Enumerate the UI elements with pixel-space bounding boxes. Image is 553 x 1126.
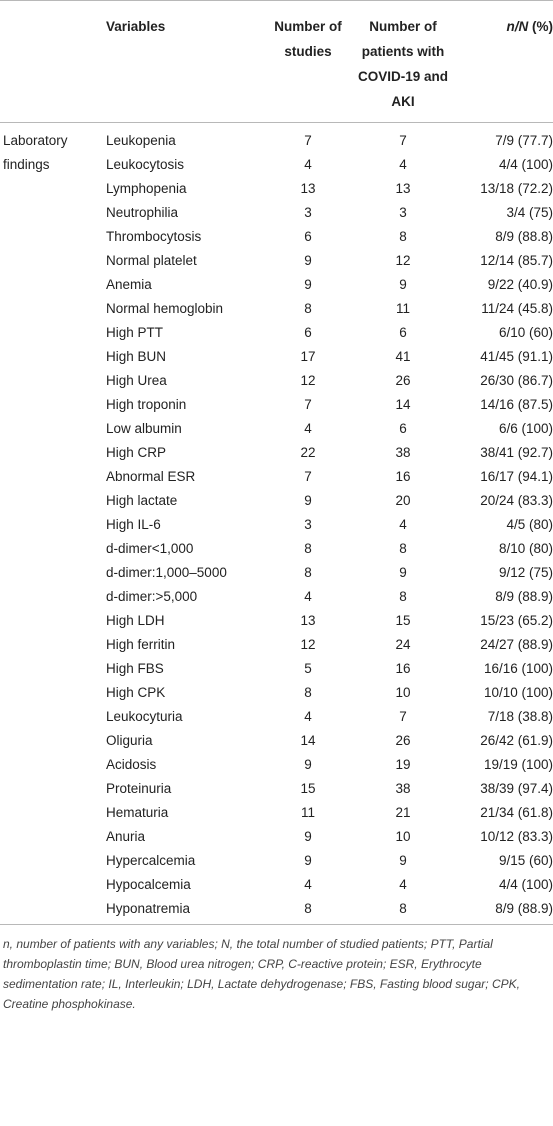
variable-cell: d-dimer:1,000–5000: [106, 565, 227, 580]
ratio-cell: 10/12 (83.3): [480, 829, 553, 844]
ratio-cell: 7/9 (77.7): [495, 133, 553, 148]
ratio-cell: 6/10 (60): [498, 325, 553, 340]
studies-cell: 4: [304, 421, 312, 436]
variable-cell: Anuria: [106, 829, 146, 844]
header-ratio-italic: n/N: [506, 19, 529, 34]
variable-cell: Thrombocytosis: [106, 229, 202, 244]
ratio-cell: 8/9 (88.8): [495, 229, 553, 244]
ratio-cell: 16/16 (100): [483, 661, 553, 676]
ratio-cell: 21/34 (61.8): [480, 805, 553, 820]
studies-cell: 9: [304, 757, 312, 772]
variable-cell: Leukopenia: [106, 133, 176, 148]
variable-cell: High IL-6: [106, 517, 161, 532]
studies-cell: 3: [304, 517, 312, 532]
studies-cell: 8: [304, 301, 312, 316]
studies-cell: 4: [304, 157, 312, 172]
variable-cell: Normal platelet: [106, 253, 197, 268]
studies-cell: 15: [300, 781, 316, 796]
patients-cell: 8: [399, 901, 407, 916]
studies-cell: 6: [304, 325, 312, 340]
ratio-cell: 26/30 (86.7): [480, 373, 553, 388]
ratio-cell: 38/41 (92.7): [480, 445, 553, 460]
studies-cell: 8: [304, 685, 312, 700]
patients-cell: 13: [395, 181, 411, 196]
table-body: [0, 123, 553, 925]
studies-cell: 22: [300, 445, 316, 460]
patients-cell: 24: [395, 637, 411, 652]
header-number-of-studies: Number of studies: [274, 19, 342, 59]
header-number-of-patients: Number of patients with COVID-19 and AKI: [357, 19, 449, 109]
header-ratio: [456, 1, 553, 123]
ratio-cell: 9/15 (60): [498, 853, 553, 868]
patients-cell: 7: [399, 133, 407, 148]
patients-cell: 19: [395, 757, 411, 772]
header-ratio-suffix: (%): [528, 19, 553, 34]
ratio-cell: 8/10 (80): [498, 541, 553, 556]
studies-cell: 12: [300, 373, 316, 388]
patients-cell: 16: [395, 661, 411, 676]
ratio-cell: 10/10 (100): [483, 685, 553, 700]
patients-cell: 16: [395, 469, 411, 484]
patients-cell: 6: [399, 325, 407, 340]
variable-cell: High CRP: [106, 445, 167, 460]
variable-cell: Hematuria: [106, 805, 169, 820]
ratio-cell: 26/42 (61.9): [480, 733, 553, 748]
patients-cell: 41: [395, 349, 411, 364]
ratio-cell: 9/12 (75): [498, 565, 553, 580]
variable-cell: Oliguria: [106, 733, 153, 748]
studies-cell: 5: [304, 661, 312, 676]
patients-cell: 10: [395, 829, 411, 844]
ratio-cell: 8/9 (88.9): [495, 901, 553, 916]
ratio-cell: 9/22 (40.9): [487, 277, 553, 292]
variable-cell: Hypocalcemia: [106, 877, 191, 892]
patients-cell: 26: [395, 733, 411, 748]
ratio-cell: 20/24 (83.3): [480, 493, 553, 508]
ratio-cell: 24/27 (88.9): [480, 637, 553, 652]
studies-cell: 9: [304, 829, 312, 844]
variable-cell: Normal hemoglobin: [106, 301, 224, 316]
patients-cell: 9: [399, 277, 407, 292]
ratio-cell: 11/24 (45.8): [481, 301, 553, 316]
patients-cell: 20: [395, 493, 411, 508]
variable-cell: Hyponatremia: [106, 901, 191, 916]
studies-cell: 14: [300, 733, 316, 748]
table-header: [0, 1, 553, 123]
variable-cell: Proteinuria: [106, 781, 172, 796]
patients-cell: 9: [399, 853, 407, 868]
ratio-cell: 12/14 (85.7): [480, 253, 553, 268]
studies-cell: 7: [304, 397, 312, 412]
variable-cell: Hypercalcemia: [106, 853, 196, 868]
patients-cell: 7: [399, 709, 407, 724]
studies-cell: 11: [300, 805, 315, 820]
studies-cell: 4: [304, 877, 312, 892]
variable-cell: High Urea: [106, 373, 167, 388]
variable-cell: High CPK: [106, 685, 166, 700]
patients-cell: 11: [395, 301, 410, 316]
ratio-cell: 14/16 (87.5): [480, 397, 553, 412]
ratio-cell: 4/4 (100): [498, 157, 553, 172]
ratio-cell: 3/4 (75): [506, 205, 553, 220]
patients-cell: 8: [399, 541, 407, 556]
variable-cell: High troponin: [106, 397, 187, 412]
ratio-cell: 41/45 (91.1): [480, 349, 553, 364]
patients-cell: 6: [399, 421, 407, 436]
studies-cell: 3: [304, 205, 312, 220]
header-row: [0, 1, 553, 123]
variable-cell: High LDH: [106, 613, 165, 628]
variable-cell: Leukocyturia: [106, 709, 183, 724]
ratio-cell: 13/18 (72.2): [480, 181, 553, 196]
ratio-cell: 15/23 (65.2): [480, 613, 553, 628]
ratio-cell: 19/19 (100): [483, 757, 553, 772]
patients-cell: 15: [395, 613, 411, 628]
patients-cell: 21: [395, 805, 411, 820]
category-label: Laboratory findings: [3, 133, 68, 172]
studies-cell: 9: [304, 493, 312, 508]
studies-cell: 8: [304, 901, 312, 916]
studies-cell: 4: [304, 709, 312, 724]
ratio-cell: 4/5 (80): [506, 517, 553, 532]
studies-cell: 8: [304, 565, 312, 580]
variable-cell: High lactate: [106, 493, 178, 508]
header-category: [0, 1, 106, 123]
ratio-cell: 6/6 (100): [498, 421, 553, 436]
patients-cell: 9: [399, 565, 407, 580]
studies-cell: 17: [300, 349, 316, 364]
studies-cell: 7: [304, 469, 312, 484]
variable-cell: Abnormal ESR: [106, 469, 196, 484]
category-cell: [0, 123, 106, 925]
variable-cell: Low albumin: [106, 421, 182, 436]
patients-cell: 8: [399, 229, 407, 244]
patients-cell: 38: [395, 781, 411, 796]
variable-cell: Acidosis: [106, 757, 157, 772]
patients-cell: 12: [395, 253, 411, 268]
ratio-cell: 8/9 (88.9): [495, 589, 553, 604]
patients-cell: 26: [395, 373, 411, 388]
studies-cell: 12: [300, 637, 316, 652]
studies-cell: 13: [300, 613, 316, 628]
ratio-cell: 16/17 (94.1): [480, 469, 553, 484]
variable-cell: High PTT: [106, 325, 164, 340]
studies-cell: 8: [304, 541, 312, 556]
variable-cell: d-dimer<1,000: [106, 541, 194, 556]
variable-cell: Lymphopenia: [106, 181, 187, 196]
studies-cell: 7: [304, 133, 312, 148]
table-footnote: n, number of patients with any variables; N, the total number of studied patients; PTT, Partial thromboplastin time; BUN, Blood urea nitrogen; CRP, C-reactive protein; ESR, Erythrocyte sedimentation rate; IL, Interleukin; LDH, Lactate dehydrogenase; FBS, Fasting blood sugar; CPK, Creatine phosphokinase.: [3, 937, 520, 1011]
patients-cell: 8: [399, 589, 407, 604]
patients-cell: 10: [395, 685, 411, 700]
variable-cell: Leukocytosis: [106, 157, 185, 172]
variable-cell: High FBS: [106, 661, 164, 676]
patients-cell: 4: [399, 157, 407, 172]
variable-cell: High BUN: [106, 349, 167, 364]
patients-cell: 3: [399, 205, 407, 220]
patients-cell: 4: [399, 877, 407, 892]
variable-cell: Neutrophilia: [106, 205, 179, 220]
studies-cell: 9: [304, 277, 312, 292]
table-row: [0, 123, 553, 154]
patients-cell: 38: [395, 445, 411, 460]
patients-cell: 14: [395, 397, 411, 412]
variable-cell: Anemia: [106, 277, 152, 292]
ratio-cell: 7/18 (38.8): [487, 709, 553, 724]
studies-cell: 6: [304, 229, 312, 244]
patients-cell: 4: [399, 517, 407, 532]
studies-cell: 4: [304, 589, 312, 604]
studies-cell: 9: [304, 253, 312, 268]
variable-cell: d-dimer:>5,000: [106, 589, 198, 604]
variable-cell: High ferritin: [106, 637, 176, 652]
ratio-cell: 4/4 (100): [498, 877, 553, 892]
studies-cell: 9: [304, 853, 312, 868]
ratio-cell: 38/39 (97.4): [480, 781, 553, 796]
header-variables: Variables: [106, 19, 166, 34]
studies-cell: 13: [300, 181, 316, 196]
